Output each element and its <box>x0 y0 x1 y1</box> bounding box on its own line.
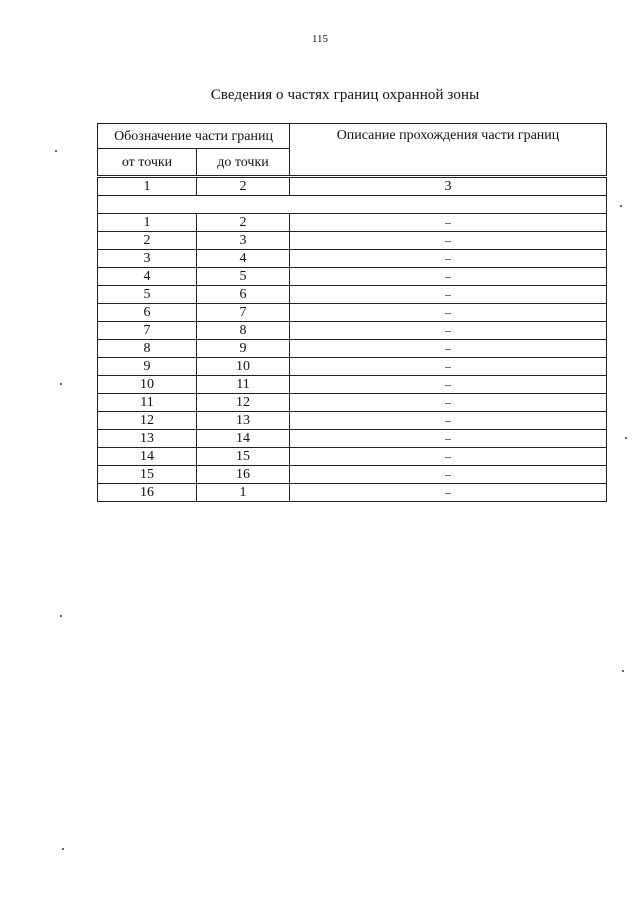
from-point-cell: 8 <box>98 340 197 358</box>
table-row <box>98 412 607 430</box>
description-cell <box>290 340 607 358</box>
section-row <box>98 196 607 214</box>
to-point-cell: 3 <box>197 232 290 250</box>
table-header-row <box>98 124 607 149</box>
description-dash: – <box>445 305 451 319</box>
to-point-cell: 5 <box>197 268 290 286</box>
to-point-cell: 8 <box>197 322 290 340</box>
description-dash: – <box>445 377 451 391</box>
from-point-cell: 15 <box>98 466 197 484</box>
description-cell <box>290 412 607 430</box>
to-point-cell: 16 <box>197 466 290 484</box>
description-cell <box>290 214 607 232</box>
column-number-1: 1 <box>98 178 197 196</box>
to-point-cell: 10 <box>197 358 290 376</box>
description-cell <box>290 304 607 322</box>
description-dash: – <box>445 431 451 445</box>
from-point-cell: 14 <box>98 448 197 466</box>
from-point-cell: 16 <box>98 484 197 502</box>
to-point-cell: 13 <box>197 412 290 430</box>
from-point-cell: 3 <box>98 250 197 268</box>
description-dash: – <box>445 467 451 481</box>
page-number: 115 <box>311 33 329 45</box>
description-cell <box>290 232 607 250</box>
scan-speck <box>60 615 62 617</box>
description-cell <box>290 268 607 286</box>
table-row <box>98 358 607 376</box>
table-row <box>98 304 607 322</box>
table-row <box>98 268 607 286</box>
from-point-cell: 10 <box>98 376 197 394</box>
column-number-3: 3 <box>290 178 607 196</box>
description-cell <box>290 430 607 448</box>
scan-speck <box>622 670 624 672</box>
description-cell <box>290 448 607 466</box>
from-point-cell: 9 <box>98 358 197 376</box>
table-row <box>98 394 607 412</box>
header-boundary-designation: Обозначение части границ <box>98 124 290 149</box>
description-dash: – <box>445 359 451 373</box>
description-dash: – <box>445 485 451 499</box>
to-point-cell: 4 <box>197 250 290 268</box>
from-point-cell: 13 <box>98 430 197 448</box>
table-row <box>98 250 607 268</box>
scan-speck <box>625 437 627 439</box>
description-cell <box>290 322 607 340</box>
to-point-cell: 11 <box>197 376 290 394</box>
table-row <box>98 448 607 466</box>
description-dash: – <box>445 395 451 409</box>
description-dash: – <box>445 449 451 463</box>
description-dash: – <box>445 215 451 229</box>
description-cell <box>290 484 607 502</box>
column-number-2: 2 <box>197 178 290 196</box>
from-point-cell: 5 <box>98 286 197 304</box>
scan-speck <box>620 205 622 207</box>
section-label <box>98 196 607 214</box>
to-point-cell: 12 <box>197 394 290 412</box>
description-cell <box>290 394 607 412</box>
column-number-row <box>98 178 607 196</box>
header-from-point: от точки <box>98 149 197 176</box>
to-point-cell: 6 <box>197 286 290 304</box>
from-point-cell: 7 <box>98 322 197 340</box>
description-dash: – <box>445 269 451 283</box>
table-row <box>98 214 607 232</box>
description-dash: – <box>445 287 451 301</box>
description-dash: – <box>445 323 451 337</box>
table-row <box>98 232 607 250</box>
description-dash: – <box>445 413 451 427</box>
to-point-cell: 14 <box>197 430 290 448</box>
document-title: Сведения о частях границ охранной зоны <box>210 87 480 103</box>
scan-speck <box>60 383 62 385</box>
from-point-cell: 1 <box>98 214 197 232</box>
table-row <box>98 376 607 394</box>
to-point-cell: 9 <box>197 340 290 358</box>
from-point-cell: 12 <box>98 412 197 430</box>
description-cell <box>290 358 607 376</box>
table-row <box>98 484 607 502</box>
table-row <box>98 466 607 484</box>
table-row <box>98 430 607 448</box>
description-dash: – <box>445 251 451 265</box>
description-cell <box>290 250 607 268</box>
scan-speck <box>55 150 57 152</box>
from-point-cell: 6 <box>98 304 197 322</box>
description-cell <box>290 466 607 484</box>
table-row <box>98 340 607 358</box>
description-cell <box>290 376 607 394</box>
description-dash: – <box>445 233 451 247</box>
table-row <box>98 322 607 340</box>
from-point-cell: 4 <box>98 268 197 286</box>
table-row <box>98 286 607 304</box>
header-to-point: до точки <box>197 149 290 176</box>
to-point-cell: 1 <box>197 484 290 502</box>
boundary-parts-table <box>97 123 607 502</box>
description-cell <box>290 286 607 304</box>
description-dash: – <box>445 341 451 355</box>
to-point-cell: 15 <box>197 448 290 466</box>
to-point-cell: 2 <box>197 214 290 232</box>
from-point-cell: 2 <box>98 232 197 250</box>
header-boundary-description: Описание прохождения части границ <box>290 124 607 176</box>
to-point-cell: 7 <box>197 304 290 322</box>
from-point-cell: 11 <box>98 394 197 412</box>
scan-speck <box>62 848 64 850</box>
